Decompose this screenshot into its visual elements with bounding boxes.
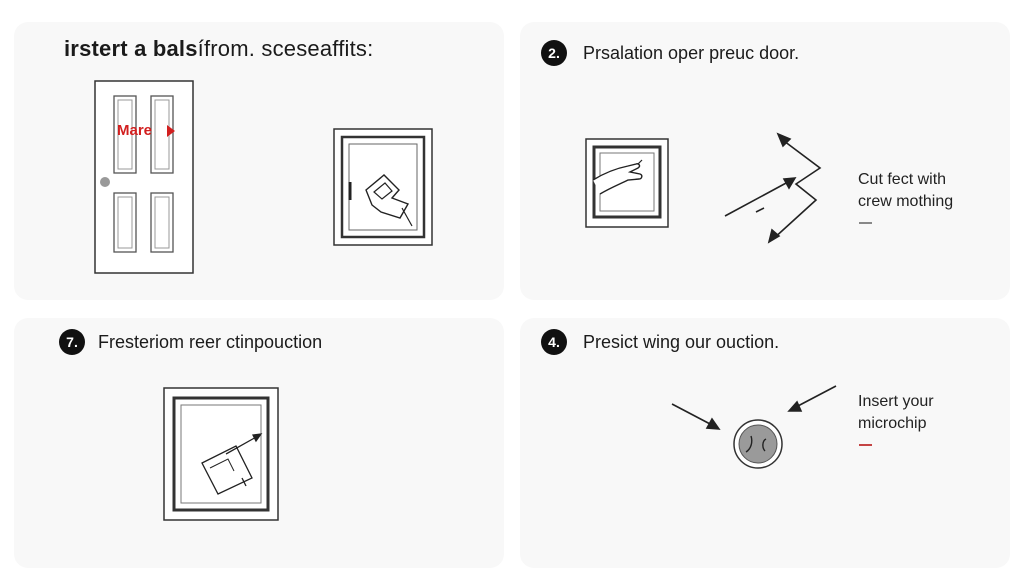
door-label: Mare <box>117 122 153 139</box>
step-2-title: Prsalation oper preuc door. <box>583 43 800 63</box>
step-2-side-text <box>858 169 953 213</box>
step-1-title-bold: irstert a bals <box>64 36 198 61</box>
step-2-dash <box>859 222 872 224</box>
step-4-illustration <box>520 318 1010 568</box>
step-2-illustration <box>520 22 1010 300</box>
step-2-side-line-1: Cut fect with <box>858 171 947 188</box>
step-1-illustration <box>14 22 504 300</box>
pet-flap-icon <box>334 129 432 245</box>
step-3-illustration <box>14 318 504 568</box>
step-3-number: 7. <box>59 329 85 355</box>
door-icon <box>95 81 193 273</box>
microchip-icon <box>734 420 782 468</box>
arrow-icon <box>725 134 820 242</box>
step-2-side-line-2: crew mothing <box>858 193 954 210</box>
step-panel-1 <box>14 22 504 300</box>
step-4-side-line-2: microchip <box>858 415 927 432</box>
step-4-side-text <box>858 391 934 435</box>
step-3-title: Fresteriom reer ctinpouction <box>98 332 323 352</box>
step-4-title: Presict wing our ouction. <box>583 332 780 352</box>
step-1-title-rest: ífrom. sceseaffits: <box>197 36 374 61</box>
step-4-side-line-1: Insert your <box>858 393 934 410</box>
step-2-number: 2. <box>541 40 567 66</box>
step-panel-4 <box>520 318 1010 568</box>
step-panel-2 <box>520 22 1010 300</box>
step-panel-3 <box>14 318 504 568</box>
step-4-number: 4. <box>541 329 567 355</box>
step-4-dash <box>859 444 872 446</box>
